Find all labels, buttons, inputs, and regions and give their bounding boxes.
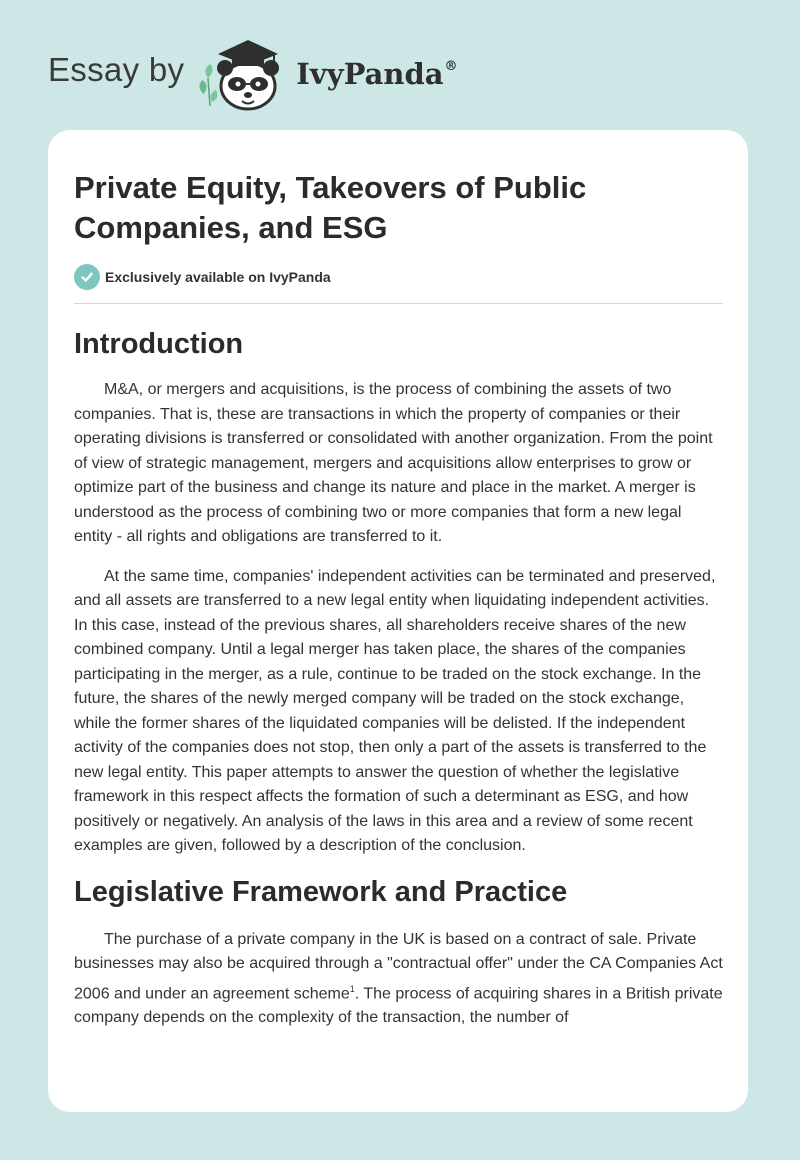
brand-logo[interactable] bbox=[48, 34, 458, 114]
exclusive-badge bbox=[74, 264, 722, 290]
section-heading-legislative-framework: Legislative Framework and Practice bbox=[74, 875, 568, 908]
check-circle-icon bbox=[74, 264, 100, 290]
divider bbox=[74, 303, 723, 304]
exclusive-badge-label: Exclusively available on IvyPanda bbox=[105, 269, 331, 285]
paragraph: At the same time, companies' independent activities can be terminated and preserved, and all assets are transferred to a new legal entity when liquidating independent activities. In this case, instead of the previous shares, all shareholders receive shares of the new combined company. Until a legal merger has taken place, the shares of the companies participating in the merger, as a rule, continue to be traded on the stock exchange. In the future, the shares of the newly merged company will be traded on the stock exchange, while the former shares of the liquidated companies will be delisted. If the independent activity of the companies does not stop, then only a part of the assets is transferred to the new legal entity. This paper attempts to answer the question of whether the legislative framework in this respect affects the formation of such a determinant as ESG, and how positively or negatively. An analysis of the laws in this area and a review of some recent examples are given, followed by a description of the conclusion. bbox=[74, 567, 716, 854]
section-heading-introduction: Introduction bbox=[74, 328, 244, 360]
paragraph: M&A, or mergers and acquisitions, is the process of combining the assets of two companies. That is, these are transactions in which the property of companies or their operating divisions is transferred or consolidated with another organization. From the point of view of strategic management, mergers and acquisitions allow enterprises to grow or optimize part of the business and change its nature and place in the market. A merger is understood as the process of combining two or more companies that form a new legal entity - all rights and obligations are transferred to it. bbox=[74, 381, 713, 545]
registered-mark: ® bbox=[444, 59, 458, 74]
site-header bbox=[0, 0, 800, 130]
essay-card bbox=[48, 130, 748, 1112]
brand-name: IvyPanda bbox=[296, 57, 444, 91]
ivypanda-wordmark bbox=[296, 57, 457, 91]
essay-by-label: Essay by bbox=[48, 51, 185, 88]
panda-mascot-icon bbox=[194, 36, 292, 112]
page-title: Private Equity, Takeovers of Public Companies, and ESG bbox=[74, 170, 587, 245]
paragraph bbox=[74, 928, 724, 1031]
paragraph-text: . The process of acquiring shares in a British private company depends on the complexity of the transaction, the number of bbox=[74, 984, 723, 1027]
footnote-reference[interactable]: 1 bbox=[349, 983, 355, 994]
paragraph-text: The purchase of a private company in the UK is based on a contract of sale. Private businesses may also be acquired through a "contractual offer" under the CA Companies Act 2006 and under an agreement scheme bbox=[74, 930, 723, 1002]
